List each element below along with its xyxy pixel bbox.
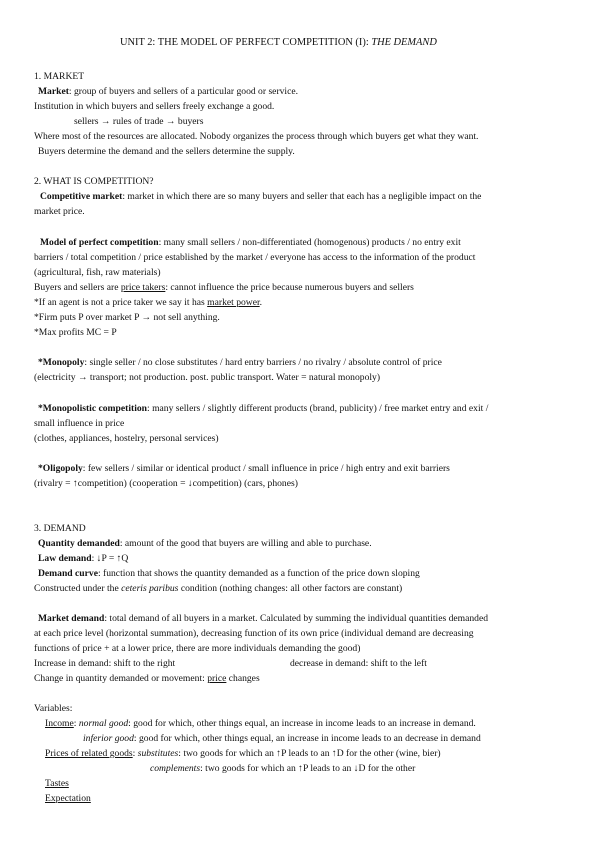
term-inferior-good: inferior good [83, 733, 134, 744]
monopolistic-competition-examples: (clothes, appliances, hostelry, personal services) [34, 433, 219, 444]
md-text-1: : total demand of all buyers in a market. Calculated by summing the individual quantities demanded [104, 613, 489, 624]
max-profits-line: *Max profits MC = P [34, 327, 117, 338]
term-income: Income [45, 718, 74, 729]
competitive-market-line-1 [40, 191, 481, 203]
perfect-competition-line-2: barriers / total competition / price established by the market / everyone has access to the information of the product [34, 252, 476, 263]
market-demand-line-2: at each price level (horizontal summation), decreasing function of its own price (individual demand are decreasing [34, 628, 474, 639]
page-title [120, 37, 437, 49]
term-oligopoly: *Oligopoly [38, 463, 83, 474]
market-demand-line-3: functions of price + at a lower price, there are more individuals demanding the good) [34, 643, 361, 654]
term-ceteris-paribus: ceteris paribus [121, 583, 179, 594]
mp-post: . [259, 297, 263, 308]
shift-left-line: decrease in demand: shift to the left [290, 658, 427, 669]
oligopoly-examples: (rivalry = ↑competition) (cooperation = ↓competition) (cars, phones) [34, 478, 298, 489]
price-takers-line [34, 282, 414, 294]
term-monopolistic-competition: *Monopolistic competition [38, 403, 147, 414]
pt-post: : cannot influence the price because numerous buyers and sellers [165, 282, 414, 293]
perfect-competition-line-3: (agricultural, fish, raw materials) [34, 267, 161, 278]
term-prices-related-goods: Prices of related goods [45, 748, 133, 759]
term-quantity-demanded: Quantity demanded [38, 538, 120, 549]
perfect-competition-line-1 [40, 237, 461, 249]
term-demand-curve: Demand curve [38, 568, 98, 579]
income-inferior-line [83, 733, 481, 745]
term-market-power: market power [207, 297, 260, 308]
monopoly-examples: (electricity → transport; not production. post. public transport. Water = natural monopoly) [34, 372, 381, 383]
related-goods-substitutes-line: Prices of related goods: substitutes: two goods for which an ↑P leads to an ↑D for the other (wine, bier) [45, 748, 441, 759]
chg-pre: Change in quantity demanded or movement: [34, 673, 208, 684]
pt-pre: Buyers and sellers are [34, 282, 121, 293]
quantity-change-line [34, 673, 260, 685]
inferior-good-def: : good for which, other things equal, an increase in income leads to an decrease in demand [133, 733, 481, 744]
monopoly-line [38, 357, 442, 369]
market-definition [38, 86, 298, 98]
term-monopoly: *Monopoly [38, 357, 85, 368]
monopolistic-competition-line-1 [38, 403, 488, 415]
title-emphasis: THE DEMAND [371, 37, 437, 48]
term-perfect-competition: Model of perfect competition [40, 237, 159, 248]
demand-curve-line [38, 568, 420, 580]
cp-post: condition (nothing changes: all other factors are constant) [178, 583, 403, 594]
mp-pre: *If an agent is not a price taker we say it has [34, 297, 208, 308]
market-def-text: : group of buyers and sellers of a particular good or service. [68, 86, 299, 97]
chg-post: changes [226, 673, 260, 684]
substitutes-def: : two goods for which an ↑P leads to an ↑D for the other (wine, bier) [178, 748, 441, 759]
institution-line: Institution in which buyers and sellers freely exchange a good. [34, 101, 275, 112]
competitive-market-line-2: market price. [34, 206, 85, 217]
complements-def: : two goods for which an ↑P leads to an ↓D for the other [200, 763, 416, 774]
term-market-demand: Market demand [38, 613, 105, 624]
curve-def: : function that shows the quantity demanded as a function of the price down sloping [97, 568, 420, 579]
rules-of-trade-line: sellers → rules of trade → buyers [74, 116, 204, 127]
market-demand-line-1 [38, 613, 488, 625]
variables-heading: Variables: [34, 703, 73, 714]
market-power-line [34, 297, 262, 309]
mpc-text-1: : many small sellers / non-differentiated (homogenous) products / no entry exit [158, 237, 461, 248]
oligopoly-def: : few sellers / similar or identical product / small influence in price / high entry and exit barriers [82, 463, 450, 474]
term-market: Market [38, 86, 69, 97]
term-substitutes: substitutes [137, 748, 179, 759]
term-price-takers: price takers [120, 282, 166, 293]
firm-line: *Firm puts P over market P → not sell anything. [34, 312, 220, 323]
term-competitive-market: Competitive market [40, 191, 123, 202]
tastes-line: Tastes [45, 778, 69, 789]
quantity-demanded-line [38, 538, 372, 550]
monopolistic-competition-line-2: small influence in price [34, 418, 125, 429]
monopoly-def: : single seller / no close substitutes / hard entry barriers / no rivalry / absolute control of price [84, 357, 442, 368]
section-heading-competition: 2. WHAT IS COMPETITION? [34, 176, 154, 187]
law-def: : ↓P = ↑Q [91, 553, 129, 564]
expectation-line: Expectation [45, 793, 91, 804]
income-normal-line: Income: normal good: good for which, other things equal, an increase in income leads to an increase in demand. [45, 718, 476, 729]
cp-pre: Constructed under the [34, 583, 122, 594]
section-heading-demand: 3. DEMAND [34, 523, 86, 534]
mc-def-1: : many sellers / slightly different products (brand, publicity) / free market entry and exit / [147, 403, 489, 414]
ceteris-paribus-line [34, 583, 402, 595]
oligopoly-line [38, 463, 450, 475]
normal-good-def: : good for which, other things equal, an increase in income leads to an increase in demand. [128, 718, 476, 729]
term-complements: complements [150, 763, 201, 774]
shift-right-line: Increase in demand: shift to the right [34, 658, 176, 669]
complements-line [150, 763, 415, 775]
law-demand-line [38, 553, 128, 565]
term-law-demand: Law demand [38, 553, 92, 564]
qd-def: : amount of the good that buyers are willing and able to purchase. [119, 538, 372, 549]
term-price: price [207, 673, 227, 684]
resources-line: Where most of the resources are allocated. Nobody organizes the process through which buyers get what they want. [34, 131, 479, 142]
title-main: UNIT 2: THE MODEL OF PERFECT COMPETITION (I): [120, 37, 372, 48]
term-normal-good: normal good [78, 718, 129, 729]
cm-def-text: : market in which there are so many buyers and seller that each has a negligible impact on the [122, 191, 482, 202]
buyers-sellers-line: Buyers determine the demand and the sellers determine the supply. [38, 146, 295, 157]
section-heading-market: 1. MARKET [34, 71, 85, 82]
